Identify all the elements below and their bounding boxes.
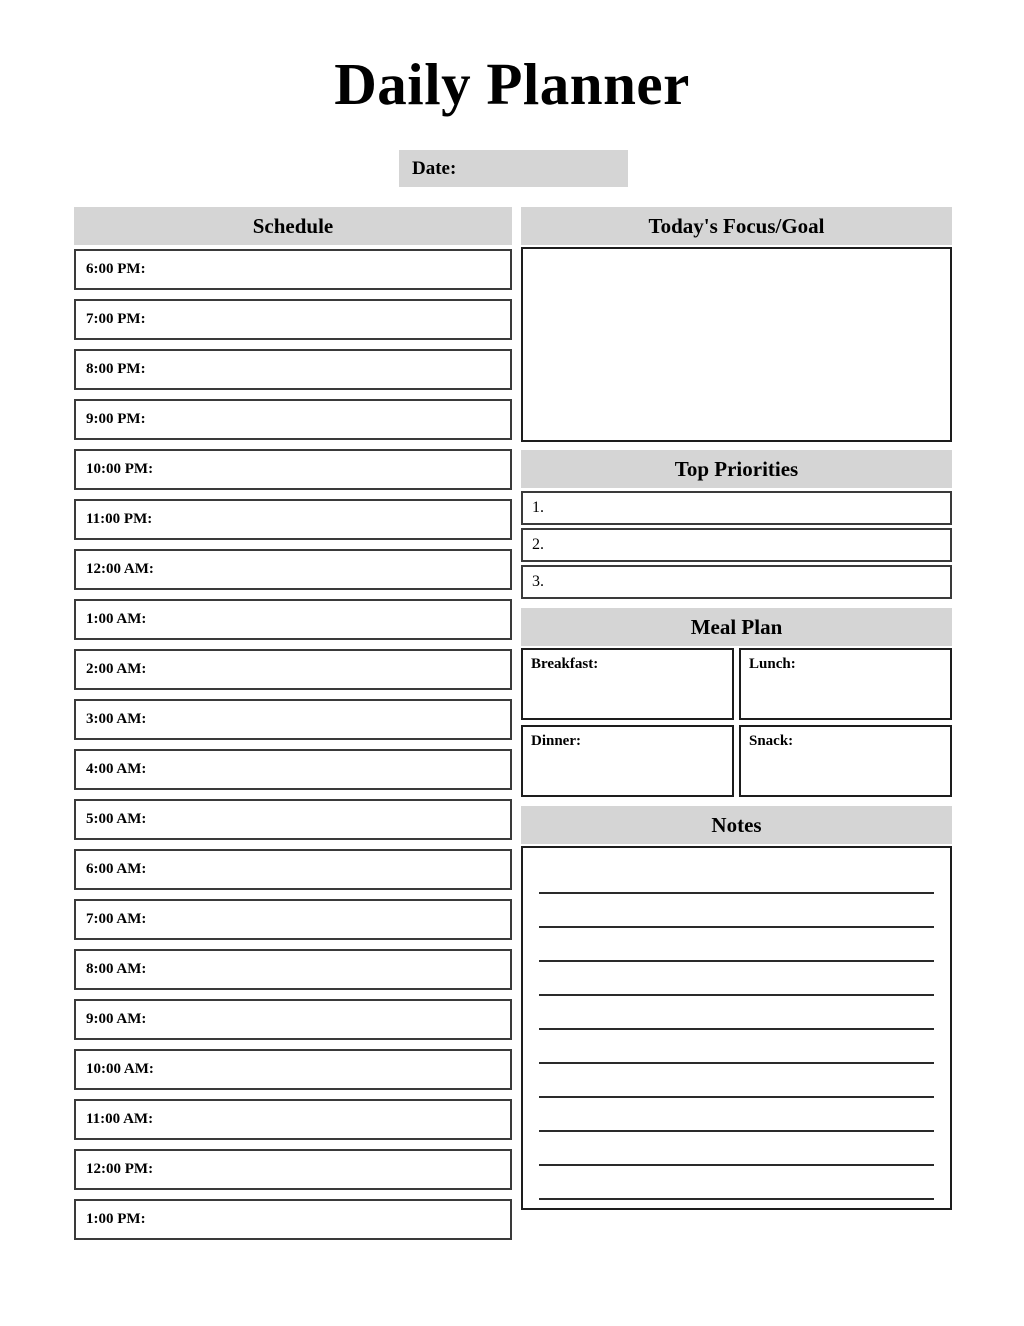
schedule-row[interactable] [74, 649, 512, 690]
right-column [521, 207, 952, 1210]
schedule-row[interactable] [74, 549, 512, 590]
priority-number-label: 3. [532, 573, 544, 590]
schedule-time-label: 11:00 PM: [86, 511, 153, 527]
schedule-time-label: 10:00 AM: [86, 1061, 154, 1077]
schedule-row[interactable] [74, 1049, 512, 1090]
schedule-time-label: 2:00 AM: [86, 661, 147, 677]
schedule-time-label: 1:00 PM: [86, 1211, 146, 1227]
priorities-header: Top Priorities [521, 450, 952, 488]
schedule-time-label: 6:00 PM: [86, 261, 146, 277]
schedule-row[interactable] [74, 349, 512, 390]
schedule-time-label: 4:00 AM: [86, 761, 147, 777]
schedule-row[interactable] [74, 299, 512, 340]
schedule-time-label: 6:00 AM: [86, 861, 147, 877]
priorities-list [521, 491, 952, 599]
note-line[interactable] [539, 1166, 934, 1200]
schedule-time-label: 1:00 AM: [86, 611, 147, 627]
note-line[interactable] [539, 928, 934, 962]
meal-label: Dinner: [531, 733, 581, 749]
schedule-row[interactable] [74, 399, 512, 440]
meal-label: Breakfast: [531, 656, 599, 672]
meal-label: Snack: [749, 733, 794, 749]
schedule-row[interactable] [74, 949, 512, 990]
note-line[interactable] [539, 894, 934, 928]
note-line[interactable] [539, 1064, 934, 1098]
notes-area[interactable] [521, 846, 952, 1210]
meal-plan-row [521, 648, 952, 720]
schedule-column [74, 207, 512, 1249]
schedule-row[interactable] [74, 449, 512, 490]
meal-plan-header: Meal Plan [521, 608, 952, 646]
schedule-time-label: 12:00 AM: [86, 561, 154, 577]
note-line[interactable] [539, 1132, 934, 1166]
priority-row[interactable] [521, 565, 952, 599]
schedule-row[interactable] [74, 599, 512, 640]
note-line[interactable] [539, 996, 934, 1030]
note-line[interactable] [539, 1030, 934, 1064]
meal-cell[interactable] [739, 648, 952, 720]
meal-cell[interactable] [739, 725, 952, 797]
priority-row[interactable] [521, 491, 952, 525]
schedule-row[interactable] [74, 249, 512, 290]
schedule-row[interactable] [74, 849, 512, 890]
note-line[interactable] [539, 860, 934, 894]
schedule-row[interactable] [74, 1149, 512, 1190]
schedule-time-label: 7:00 PM: [86, 311, 146, 327]
priority-row[interactable] [521, 528, 952, 562]
note-line[interactable] [539, 962, 934, 996]
date-field[interactable] [399, 150, 628, 187]
priority-number-label: 2. [532, 536, 544, 553]
schedule-row[interactable] [74, 1199, 512, 1240]
schedule-row[interactable] [74, 899, 512, 940]
schedule-time-label: 11:00 AM: [86, 1111, 154, 1127]
schedule-time-label: 8:00 AM: [86, 961, 147, 977]
meal-plan-row [521, 725, 952, 797]
page-title: Daily Planner [334, 51, 690, 117]
schedule-time-label: 7:00 AM: [86, 911, 147, 927]
schedule-row[interactable] [74, 1099, 512, 1140]
schedule-time-label: 10:00 PM: [86, 461, 154, 477]
schedule-header: Schedule [74, 207, 512, 245]
schedule-list [74, 249, 512, 1240]
meal-cell[interactable] [521, 725, 734, 797]
notes-header: Notes [521, 806, 952, 844]
schedule-row[interactable] [74, 799, 512, 840]
schedule-time-label: 9:00 PM: [86, 411, 146, 427]
priority-number-label: 1. [532, 499, 544, 516]
focus-input-area[interactable] [521, 247, 952, 442]
schedule-time-label: 3:00 AM: [86, 711, 147, 727]
date-label: Date: [412, 157, 457, 179]
meal-label: Lunch: [749, 656, 796, 672]
meal-cell[interactable] [521, 648, 734, 720]
schedule-time-label: 12:00 PM: [86, 1161, 154, 1177]
schedule-row[interactable] [74, 499, 512, 540]
schedule-time-label: 5:00 AM: [86, 811, 147, 827]
schedule-row[interactable] [74, 999, 512, 1040]
schedule-row[interactable] [74, 749, 512, 790]
schedule-time-label: 9:00 AM: [86, 1011, 147, 1027]
note-line[interactable] [539, 1098, 934, 1132]
schedule-time-label: 8:00 PM: [86, 361, 146, 377]
schedule-row[interactable] [74, 699, 512, 740]
meal-plan-grid [521, 648, 952, 797]
focus-header: Today's Focus/Goal [521, 207, 952, 245]
